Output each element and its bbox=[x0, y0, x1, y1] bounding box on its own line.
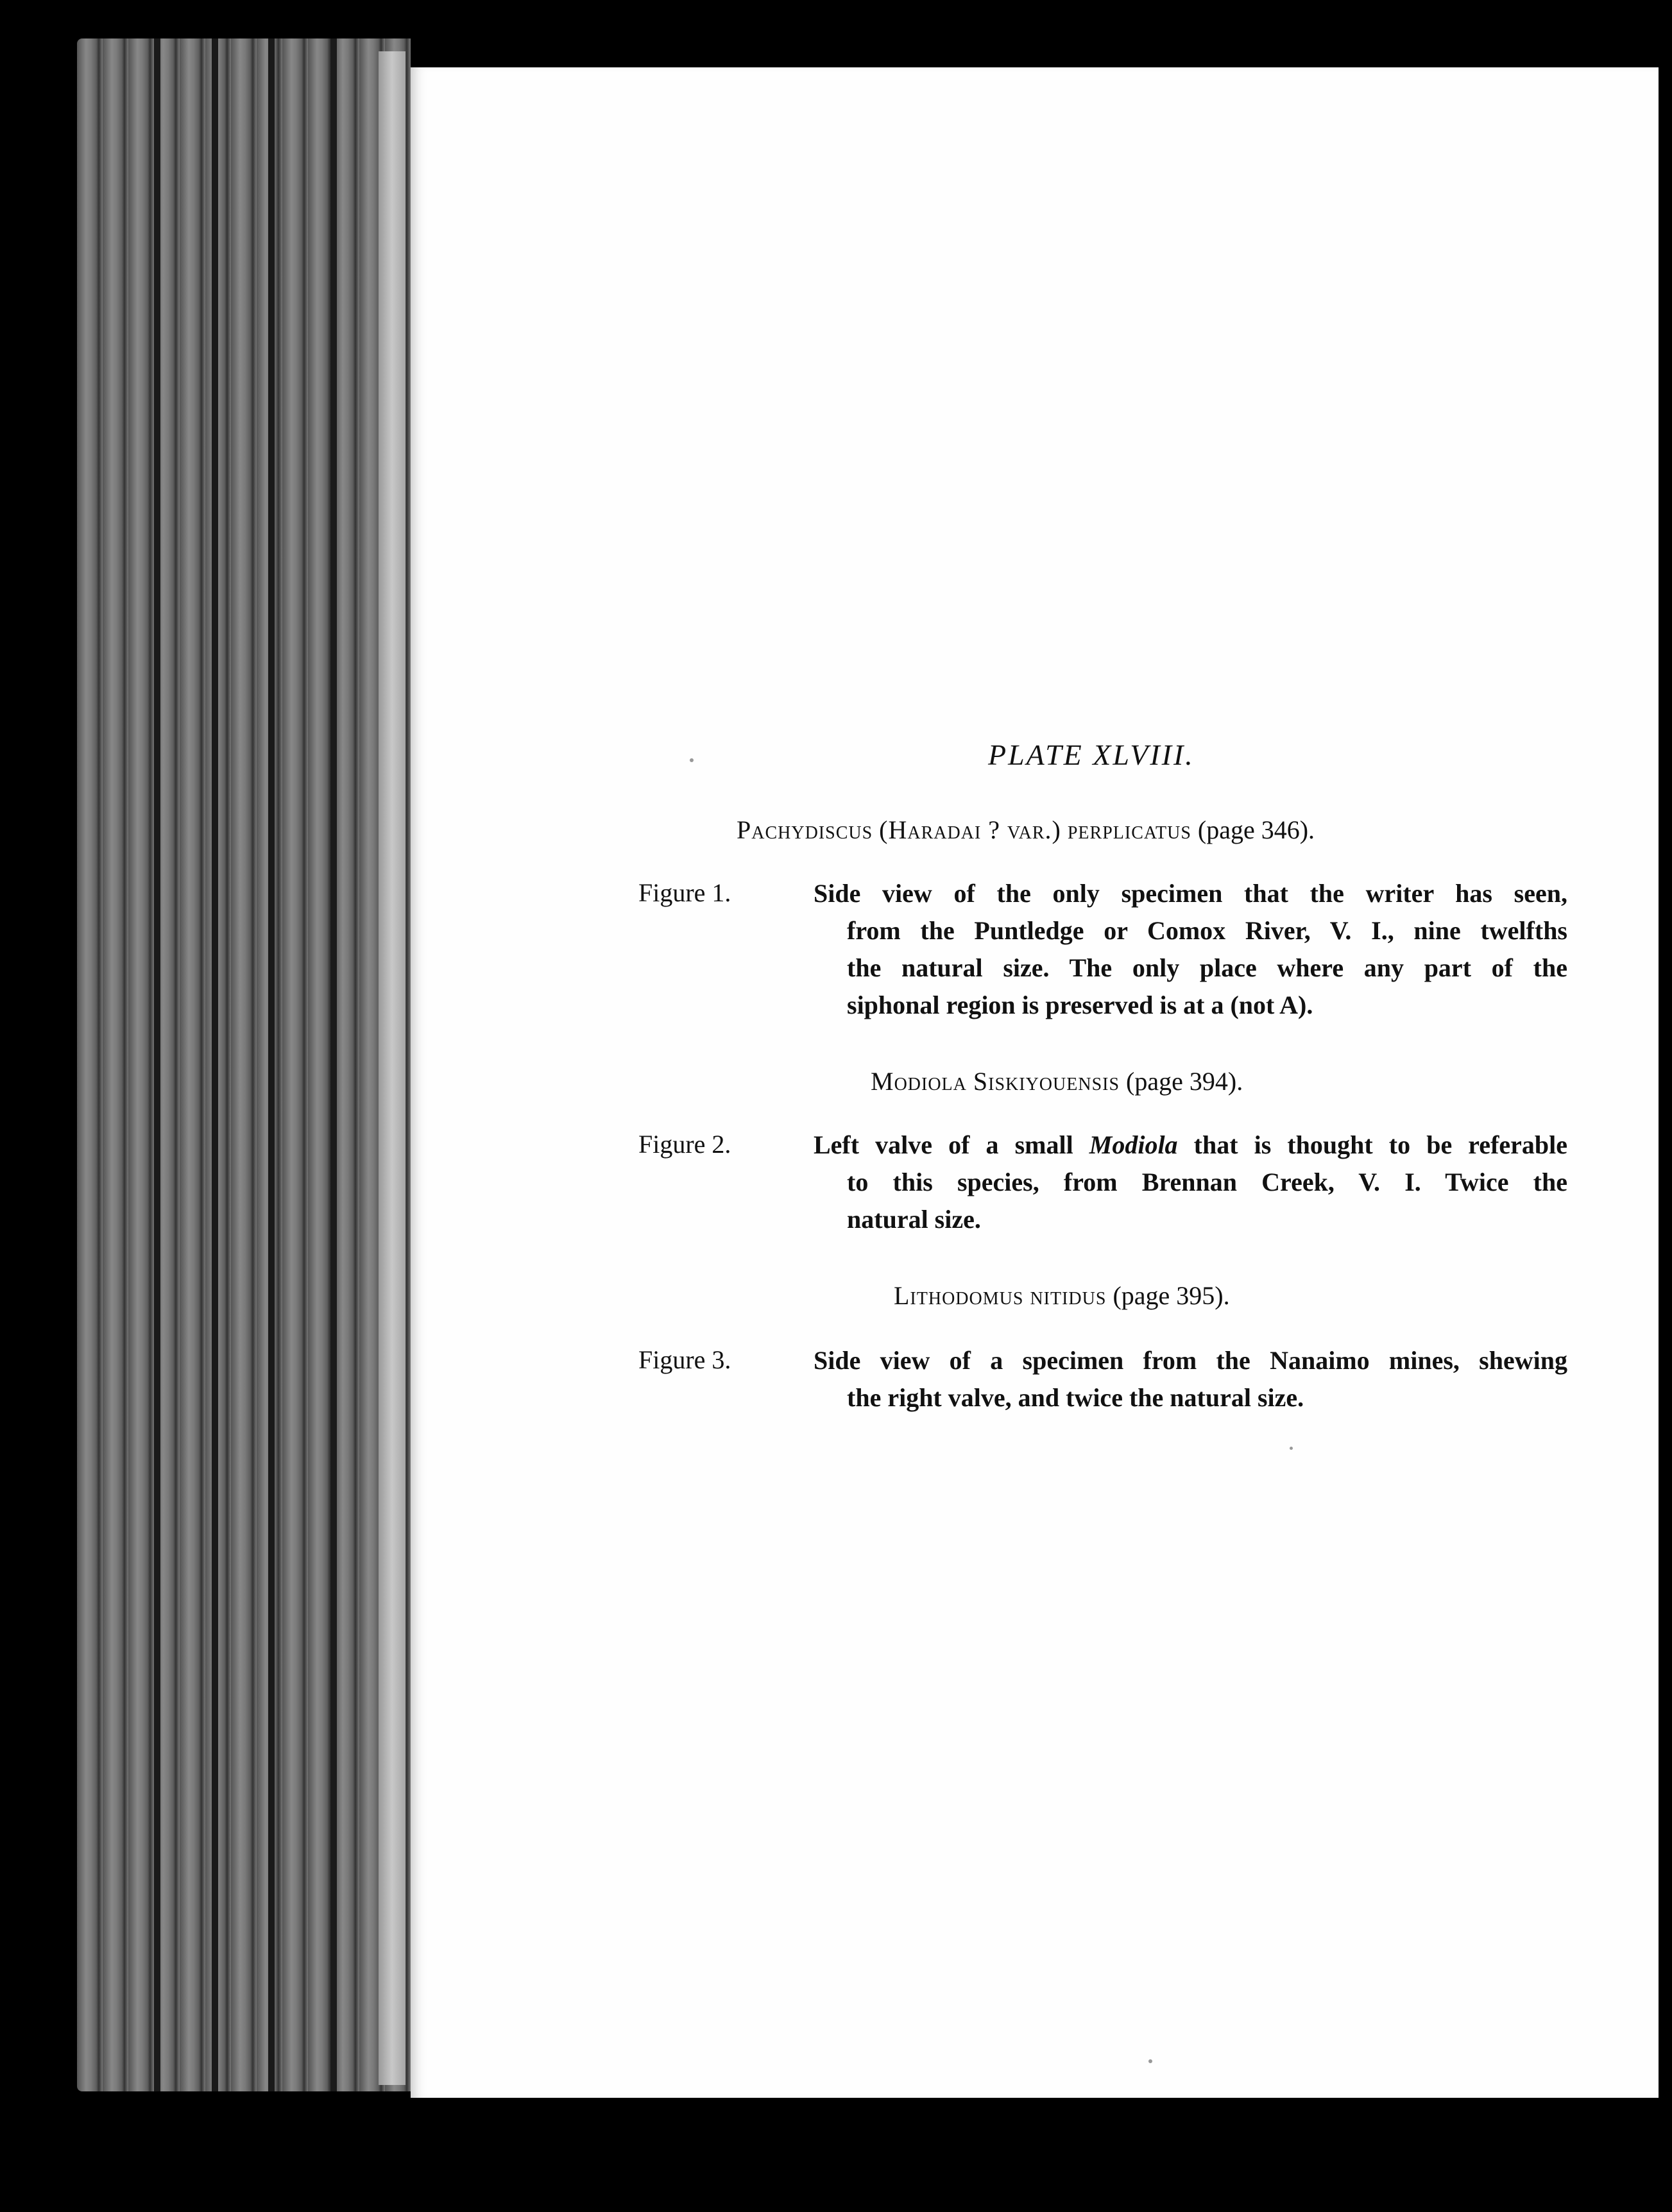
species-name: nitidus bbox=[1030, 1281, 1107, 1310]
description-line: the natural size. The only place where any part of the bbox=[847, 953, 1567, 982]
section-heading-pachydiscus bbox=[737, 815, 1315, 845]
description-line: the right valve, and twice the natural size. bbox=[847, 1383, 1304, 1412]
section-heading-lithodomus bbox=[894, 1280, 1230, 1311]
description-line: Side view of a specimen from the Nanaimo mines, shewing bbox=[814, 1346, 1567, 1375]
figure-1-description bbox=[814, 875, 1567, 1024]
page-reference: (page 346). bbox=[1197, 815, 1315, 844]
description-line: Side view of the only specimen that the writer has seen, bbox=[814, 879, 1567, 908]
page-edge-divider bbox=[268, 38, 275, 2091]
figure-label-1: Figure 1. bbox=[638, 878, 731, 907]
section-heading-modiola bbox=[871, 1066, 1243, 1096]
genus-name: Pachydiscus bbox=[737, 815, 873, 844]
description-line: siphonal region is preserved is at a (not A). bbox=[847, 991, 1313, 1019]
description-line: from the Puntledge or Comox River, V. I., nine twelfths bbox=[847, 916, 1567, 945]
figure-2-description bbox=[814, 1127, 1567, 1238]
book-page-edges bbox=[77, 38, 411, 2091]
page-edge-highlight bbox=[379, 51, 405, 2085]
page-reference: (page 394). bbox=[1126, 1067, 1243, 1096]
description-line: to this species, from Brennan Creek, V. I. Twice the bbox=[847, 1168, 1567, 1196]
genus-name: Lithodomus bbox=[894, 1281, 1024, 1310]
description-line: natural size. bbox=[847, 1205, 981, 1234]
figure-label-3: Figure 3. bbox=[638, 1345, 731, 1374]
italic-genus-name: Modiola bbox=[1089, 1130, 1178, 1159]
genus-name: Modiola bbox=[871, 1067, 967, 1096]
species-name: Siskiyouensis bbox=[973, 1067, 1120, 1096]
page-edge-divider bbox=[154, 38, 160, 2091]
variety-note: (Haradai ? var.) bbox=[879, 815, 1061, 844]
scan-speck bbox=[1148, 2059, 1152, 2063]
figure-3-description bbox=[814, 1342, 1567, 1417]
figure-label-2: Figure 2. bbox=[638, 1130, 731, 1159]
species-name: perplicatus bbox=[1067, 815, 1191, 844]
page-edge-divider bbox=[330, 38, 337, 2091]
scan-speck bbox=[690, 758, 694, 762]
plate-title: PLATE XLVIII. bbox=[988, 738, 1195, 771]
page-reference: (page 395). bbox=[1113, 1281, 1230, 1310]
scan-speck bbox=[1290, 1447, 1293, 1450]
description-line: Left valve of a small Modiola that is thought to be referable bbox=[814, 1130, 1568, 1159]
page-edge-divider bbox=[212, 38, 218, 2091]
